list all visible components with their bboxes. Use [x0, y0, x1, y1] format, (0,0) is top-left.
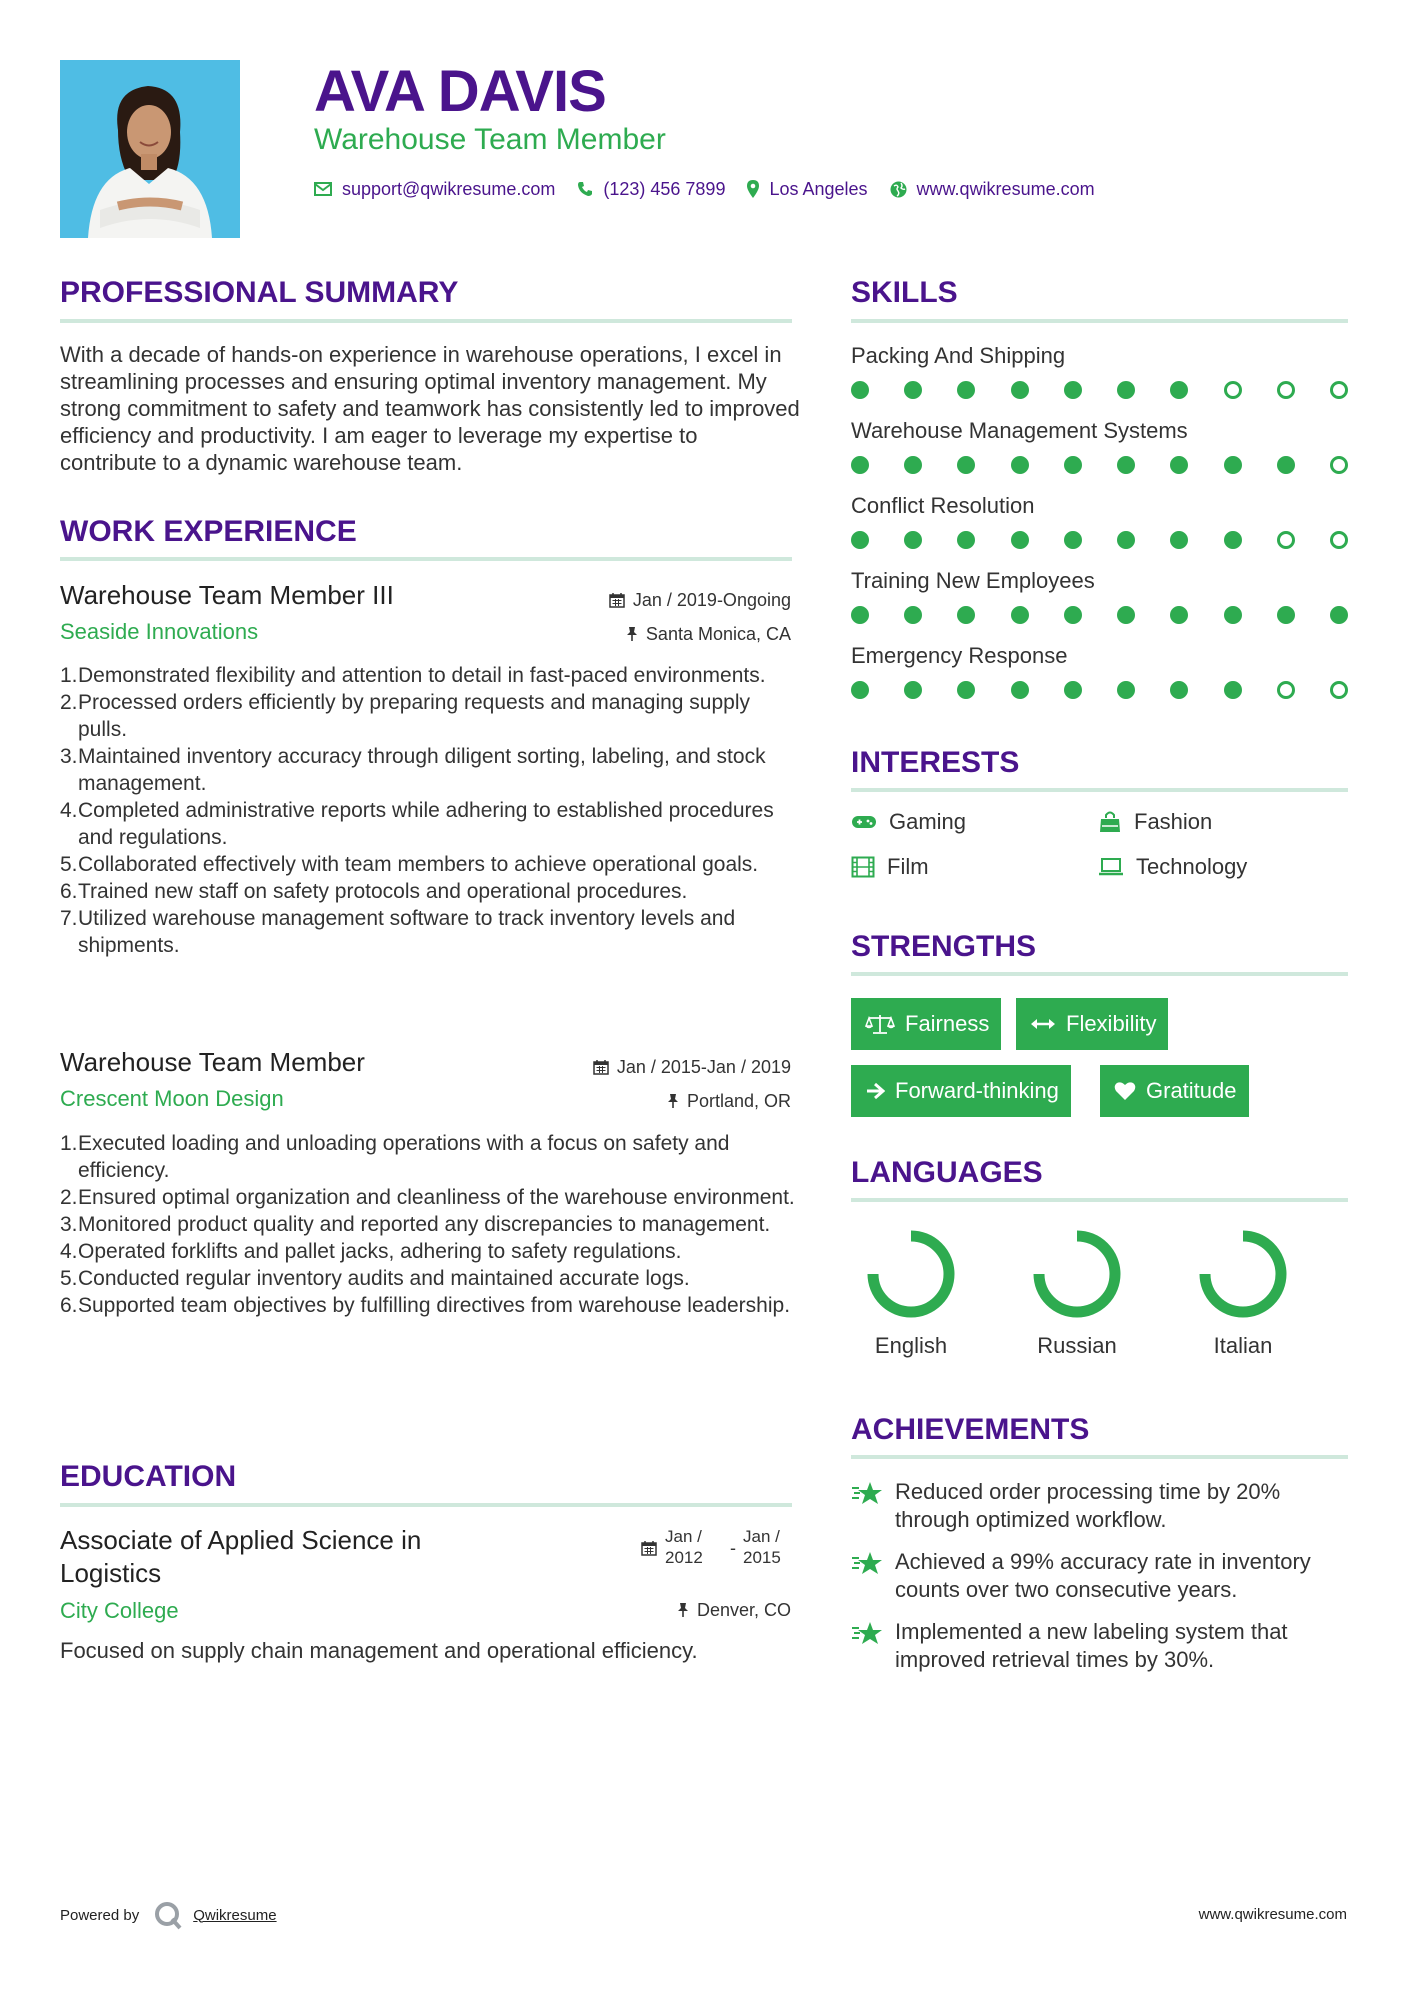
rating-dot-filled	[1170, 456, 1188, 474]
education-heading: EDUCATION	[60, 1460, 237, 1493]
calendar-icon	[609, 592, 625, 608]
language-arc	[1205, 1236, 1281, 1312]
skill-rating	[851, 456, 1348, 476]
qwikresume-link[interactable]: Qwikresume	[193, 1906, 277, 1924]
rating-dot-empty	[1330, 531, 1348, 549]
language-italian	[1173, 1224, 1313, 1360]
skill-rating	[851, 531, 1348, 551]
language-russian	[1007, 1224, 1147, 1360]
strength-label: Forward-thinking	[895, 1078, 1059, 1103]
education-divider	[60, 1503, 792, 1507]
bullet-text: Utilized warehouse management software to track inventory levels and shipments.	[78, 907, 736, 957]
rating-dot-filled	[904, 456, 922, 474]
profile-photo	[60, 60, 240, 238]
language-progress-ring	[1027, 1224, 1127, 1324]
pin-icon	[626, 626, 638, 642]
calendar-icon	[641, 1540, 657, 1556]
rating-dot-filled	[904, 531, 922, 549]
rating-dot-filled	[1117, 531, 1135, 549]
interest-technology	[1098, 853, 1247, 881]
language-label: Italian	[1213, 1333, 1273, 1358]
arrows-horizontal-icon	[1030, 1017, 1056, 1031]
rating-dot-empty	[1277, 681, 1295, 699]
rating-dot-filled	[1117, 381, 1135, 399]
list-item	[60, 743, 800, 797]
education-description: Focused on supply chain management and operational efficiency.	[60, 1638, 698, 1663]
rating-dot-filled	[1170, 681, 1188, 699]
rating-dot-filled	[1170, 606, 1188, 624]
rating-dot-filled	[957, 531, 975, 549]
job-bullets-2	[60, 1130, 800, 1319]
rating-dot-empty	[1330, 681, 1348, 699]
job-date-text-2: Jan / 2015-Jan / 2019	[616, 1057, 791, 1077]
rating-dot-filled	[1064, 381, 1082, 399]
rating-dot-filled	[904, 381, 922, 399]
rating-dot-filled	[1011, 381, 1029, 399]
globe-icon	[890, 181, 907, 198]
list-item	[60, 1184, 800, 1211]
language-arc	[873, 1236, 949, 1312]
rating-dot-filled	[851, 381, 869, 399]
rating-dot-filled	[1170, 531, 1188, 549]
footer-website[interactable]: www.qwikresume.com	[1198, 1906, 1347, 1923]
rating-dot-filled	[957, 606, 975, 624]
rating-dot-empty	[1330, 456, 1348, 474]
list-item	[60, 878, 800, 905]
rating-dot-filled	[851, 606, 869, 624]
strength-tag-fairness	[851, 998, 1001, 1050]
education-degree: Associate of Applied Science in Logistics	[60, 1525, 422, 1588]
bullet-number: 1.	[60, 1132, 78, 1155]
list-item	[60, 1292, 800, 1319]
website-link[interactable]: www.qwikresume.com	[916, 179, 1095, 199]
bullet-number: 6.	[60, 880, 78, 903]
list-item	[60, 797, 800, 851]
strength-label: Fairness	[905, 1011, 990, 1036]
pin-icon	[667, 1093, 679, 1109]
rating-dot-filled	[1117, 681, 1135, 699]
rating-dot-empty	[1224, 381, 1242, 399]
job-location-2	[667, 1089, 791, 1113]
interest-fashion	[1098, 808, 1212, 836]
language-english	[841, 1224, 981, 1360]
rating-dot-filled	[1117, 456, 1135, 474]
list-item	[60, 1265, 800, 1292]
rating-dot-filled	[1170, 381, 1188, 399]
strengths-heading: STRENGTHS	[851, 930, 1037, 963]
rating-dot-filled	[1224, 531, 1242, 549]
job-company-1: Seaside Innovations	[60, 619, 259, 644]
job-title-2: Warehouse Team Member	[60, 1047, 365, 1077]
bullet-number: 2.	[60, 1186, 78, 1209]
skill-label: Warehouse Management Systems	[851, 418, 1188, 443]
language-progress-ring	[861, 1224, 961, 1324]
candidate-name: AVA DAVIS	[314, 59, 606, 124]
experience-heading: WORK EXPERIENCE	[60, 515, 357, 548]
skill-label: Emergency Response	[851, 643, 1068, 668]
interest-label: Gaming	[889, 809, 967, 834]
summary-divider	[60, 319, 792, 323]
bullet-number: 4.	[60, 799, 78, 822]
list-item	[60, 662, 800, 689]
achievement-item	[851, 1548, 1348, 1604]
skills-heading: SKILLS	[851, 276, 958, 309]
languages-heading: LANGUAGES	[851, 1156, 1043, 1189]
phone-icon	[577, 181, 593, 197]
bullet-text: Maintained inventory accuracy through diligent sorting, labeling, and stock management.	[78, 745, 766, 795]
job-bullets-1	[60, 662, 800, 959]
rating-dot-filled	[1011, 606, 1029, 624]
bullet-number: 3.	[60, 745, 78, 768]
language-arc	[1039, 1236, 1115, 1312]
achievement-text: Reduced order processing time by 20% through optimized workflow.	[895, 1479, 1281, 1532]
rating-dot-filled	[851, 531, 869, 549]
skill-rating	[851, 681, 1348, 701]
skill-rating	[851, 381, 1348, 401]
rating-dot-filled	[904, 606, 922, 624]
interest-label: Film	[887, 854, 929, 879]
star-trophy-icon	[851, 1478, 895, 1534]
job-date-1	[609, 588, 791, 612]
list-item	[60, 1211, 800, 1238]
pin-icon	[677, 1602, 689, 1618]
location-text: Los Angeles	[769, 179, 868, 199]
candidate-title: Warehouse Team Member	[314, 123, 666, 156]
achievement-item	[851, 1478, 1348, 1534]
rating-dot-filled	[1064, 531, 1082, 549]
gamepad-icon	[851, 814, 877, 830]
bullet-text: Completed administrative reports while adhering to established procedures and regulations.	[78, 799, 774, 849]
achievement-text: Achieved a 99% accuracy rate in inventory counts over two consecutive years.	[895, 1549, 1311, 1602]
skill-label: Training New Employees	[851, 568, 1095, 593]
education-dates	[641, 1526, 791, 1568]
skills-divider	[851, 319, 1348, 323]
bullet-text: Ensured optimal organization and cleanliness of the warehouse environment.	[78, 1186, 795, 1209]
strength-label: Flexibility	[1066, 1011, 1157, 1036]
star-trophy-icon	[851, 1618, 895, 1674]
footer-powered-by	[60, 1900, 277, 1930]
strength-label: Gratitude	[1146, 1078, 1237, 1103]
interest-film	[851, 853, 929, 881]
rating-dot-filled	[1277, 456, 1295, 474]
bullet-text: Processed orders efficiently by preparing requests and managing supply pulls.	[78, 691, 750, 741]
interests-heading: INTERESTS	[851, 746, 1020, 779]
bullet-number: 2.	[60, 691, 78, 714]
rating-dot-empty	[1277, 381, 1295, 399]
rating-dot-filled	[957, 381, 975, 399]
education-school: City College	[60, 1598, 179, 1623]
bullet-text: Operated forklifts and pallet jacks, adhering to safety regulations.	[78, 1240, 682, 1263]
rating-dot-empty	[1330, 381, 1348, 399]
bullet-number: 7.	[60, 907, 78, 930]
list-item	[60, 1130, 800, 1184]
bullet-number: 4.	[60, 1240, 78, 1263]
film-icon	[851, 856, 875, 878]
education-end: Jan / 2015	[743, 1527, 781, 1567]
envelope-icon	[314, 182, 332, 196]
language-label: English	[874, 1333, 948, 1358]
skill-label: Packing And Shipping	[851, 343, 1066, 368]
balance-scale-icon	[865, 1013, 895, 1035]
language-progress-ring	[1193, 1224, 1293, 1324]
achievements-heading: ACHIEVEMENTS	[851, 1413, 1090, 1446]
education-start: Jan / 2012	[665, 1527, 703, 1567]
bullet-text: Monitored product quality and reported any discrepancies to management.	[78, 1213, 771, 1236]
rating-dot-filled	[1224, 681, 1242, 699]
rating-dot-filled	[1011, 531, 1029, 549]
portrait-illustration	[60, 60, 240, 238]
strength-tag-forward-thinking	[851, 1065, 1071, 1117]
rating-dot-filled	[957, 456, 975, 474]
education-location-text: Denver, CO	[696, 1600, 791, 1620]
list-item	[60, 689, 800, 743]
rating-dot-empty	[1277, 531, 1295, 549]
bullet-text: Collaborated effectively with team members to achieve operational goals.	[78, 853, 759, 876]
languages-divider	[851, 1198, 1348, 1202]
rating-dot-filled	[851, 456, 869, 474]
rating-dot-filled	[1277, 606, 1295, 624]
shopping-bag-icon	[1098, 811, 1122, 833]
interest-label: Fashion	[1134, 809, 1213, 834]
bullet-text: Conducted regular inventory audits and maintained accurate logs.	[78, 1267, 690, 1290]
star-trophy-icon	[851, 1548, 895, 1604]
list-item	[60, 905, 800, 959]
strength-tag-flexibility	[1016, 998, 1168, 1050]
skill-label: Conflict Resolution	[851, 493, 1035, 518]
rating-dot-filled	[957, 681, 975, 699]
summary-text: With a decade of hands-on experience in warehouse operations, I excel in streamlining processes and ensuring optimal inventory management. My strong commitment to safety and teamwork has consistently led to improved efficiency and productivity. I am eager to leverage my expertise to contribute to a dynamic warehouse team.	[60, 342, 800, 475]
laptop-icon	[1098, 857, 1124, 877]
education-location	[677, 1598, 791, 1622]
bullet-text: Supported team objectives by fulfilling directives from warehouse leadership.	[78, 1294, 791, 1317]
interest-gaming	[851, 808, 966, 836]
bullet-number: 5.	[60, 1267, 78, 1290]
achievement-text: Implemented a new labeling system that improved retrieval times by 30%.	[895, 1619, 1288, 1672]
rating-dot-filled	[1224, 606, 1242, 624]
language-label: Russian	[1037, 1333, 1117, 1358]
map-marker-icon	[747, 180, 759, 198]
achievements-divider	[851, 1455, 1348, 1459]
strength-tag-gratitude	[1100, 1065, 1249, 1117]
calendar-icon	[593, 1059, 609, 1075]
powered-by-text: Powered by	[60, 1906, 140, 1924]
skill-rating	[851, 606, 1348, 626]
job-date-2	[593, 1055, 791, 1079]
list-item	[60, 1238, 800, 1265]
bullet-text: Trained new staff on safety protocols and operational procedures.	[78, 880, 688, 903]
rating-dot-filled	[1330, 606, 1348, 624]
contact-bar	[314, 176, 1117, 202]
experience-divider	[60, 557, 792, 561]
date-separator: -	[730, 1538, 736, 1558]
rating-dot-filled	[1117, 606, 1135, 624]
interests-divider	[851, 788, 1348, 792]
summary-heading: PROFESSIONAL SUMMARY	[60, 276, 459, 309]
rating-dot-filled	[1064, 681, 1082, 699]
rating-dot-filled	[1064, 456, 1082, 474]
job-location-text-1: Santa Monica, CA	[645, 624, 791, 644]
rating-dot-filled	[1064, 606, 1082, 624]
job-location-1	[626, 622, 791, 646]
rating-dot-filled	[1011, 681, 1029, 699]
qwikresume-logo-icon	[153, 1900, 183, 1930]
phone-text: (123) 456 7899	[603, 179, 726, 199]
interest-label: Technology	[1136, 854, 1248, 879]
job-date-text-1: Jan / 2019-Ongoing	[632, 590, 791, 610]
achievement-item	[851, 1618, 1348, 1674]
bullet-number: 1.	[60, 664, 78, 687]
list-item	[60, 851, 800, 878]
bullet-number: 5.	[60, 853, 78, 876]
email-link[interactable]: support@qwikresume.com	[342, 179, 556, 199]
arrow-right-icon	[865, 1082, 885, 1100]
heart-icon	[1114, 1081, 1136, 1101]
rating-dot-filled	[904, 681, 922, 699]
bullet-number: 3.	[60, 1213, 78, 1236]
rating-dot-filled	[1011, 456, 1029, 474]
job-location-text-2: Portland, OR	[686, 1091, 791, 1111]
rating-dot-filled	[851, 681, 869, 699]
bullet-text: Demonstrated flexibility and attention to detail in fast-paced environments.	[78, 664, 766, 687]
job-company-2: Crescent Moon Design	[60, 1086, 284, 1111]
bullet-number: 6.	[60, 1294, 78, 1317]
strengths-divider	[851, 972, 1348, 976]
rating-dot-filled	[1224, 456, 1242, 474]
bullet-text: Executed loading and unloading operations with a focus on safety and efficiency.	[78, 1132, 730, 1182]
job-title-1: Warehouse Team Member III	[60, 580, 394, 610]
